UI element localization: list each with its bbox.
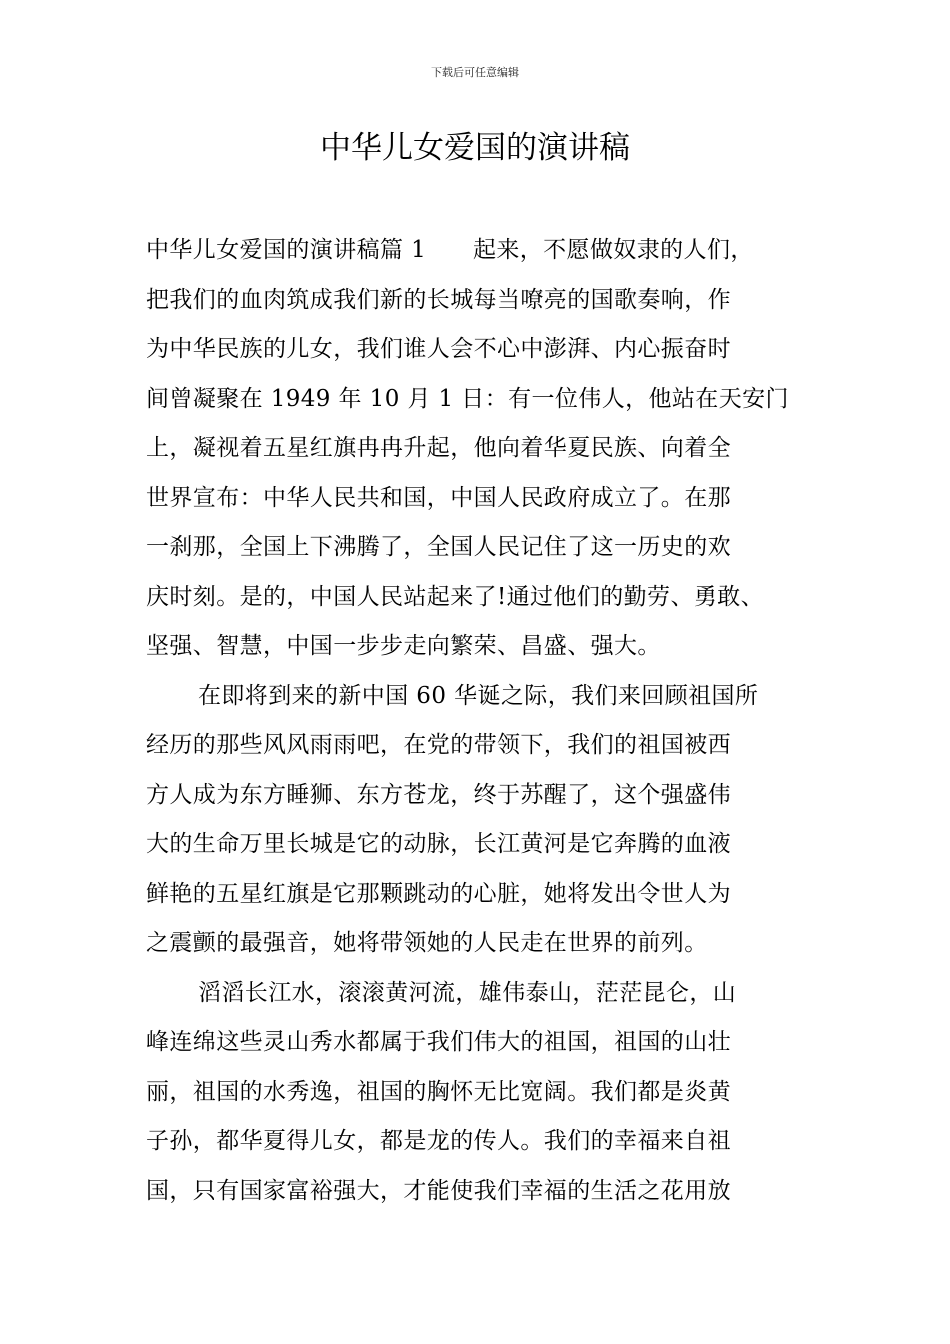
text-line: 把我们的血肉筑成我们新的长城每当嘹亮的国歌奏响，作 <box>146 286 731 313</box>
text-line: 峰连绵这些灵山秀水都属于我们伟大的祖国，祖国的山壮 <box>146 1029 731 1055</box>
text-line: 之震颤的最强音，她将带领她的人民走在世界的前列。 <box>146 930 708 956</box>
text-line: 子孙，都华夏得儿女，都是龙的传人。我们的幸福来自祖 <box>146 1128 731 1154</box>
paragraph-2 <box>146 672 818 969</box>
text-line: 上，凝视着五星红旗冉冉升起，他向着华夏民族、向着全 <box>146 435 731 461</box>
text-line: 间曾凝聚在 1949 年 10 月 1 日：有一位伟人，他站在天安门 <box>146 385 789 412</box>
text-line: 国，只有国家富裕强大，才能使我们幸福的生活之花用放 <box>146 1177 731 1204</box>
document-title: 中华儿女爱国的演讲稿 <box>320 130 630 166</box>
document-body <box>146 226 818 1216</box>
text-line: 庆时刻。是的，中国人民站起来了!通过他们的勤劳、勇敢、 <box>146 583 765 610</box>
paragraph-1 <box>146 226 818 672</box>
header-note: 下载后可任意编辑 <box>431 66 519 79</box>
text-line: 世界宣布：中华人民共和国，中国人民政府成立了。在那 <box>146 484 731 511</box>
text-line: 方人成为东方睡狮、东方苍龙，终于苏醒了，这个强盛伟 <box>146 781 731 808</box>
text-line: 一刹那，全国上下沸腾了，全国人民记住了这一历史的欢 <box>146 534 731 560</box>
text-line: 为中华民族的儿女，我们谁人会不心中澎湃、内心振奋时 <box>146 336 731 362</box>
text-line: 坚强、智慧，中国一步步走向繁荣、昌盛、强大。 <box>146 633 661 659</box>
text-line: 滔滔长江水，滚滚黄河流，雄伟泰山，茫茫昆仑，山 <box>198 979 737 1006</box>
text-line: 经历的那些风风雨雨吧，在党的带领下，我们的祖国被西 <box>146 732 731 758</box>
text-line: 中华儿女爱国的演讲稿篇 1 起来，不愿做奴隶的人们， <box>146 237 754 263</box>
paragraph-3 <box>146 969 818 1217</box>
text-line: 鲜艳的五星红旗是它那颗跳动的心脏，她将发出令世人为 <box>146 880 731 907</box>
text-line: 丽，祖国的水秀逸，祖国的胸怀无比宽阔。我们都是炎黄 <box>146 1078 731 1105</box>
text-line: 在即将到来的新中国 60 华诞之际，我们来回顾祖国所 <box>198 682 759 709</box>
text-line: 大的生命万里长城是它的动脉，长江黄河是它奔腾的血液 <box>146 831 731 857</box>
